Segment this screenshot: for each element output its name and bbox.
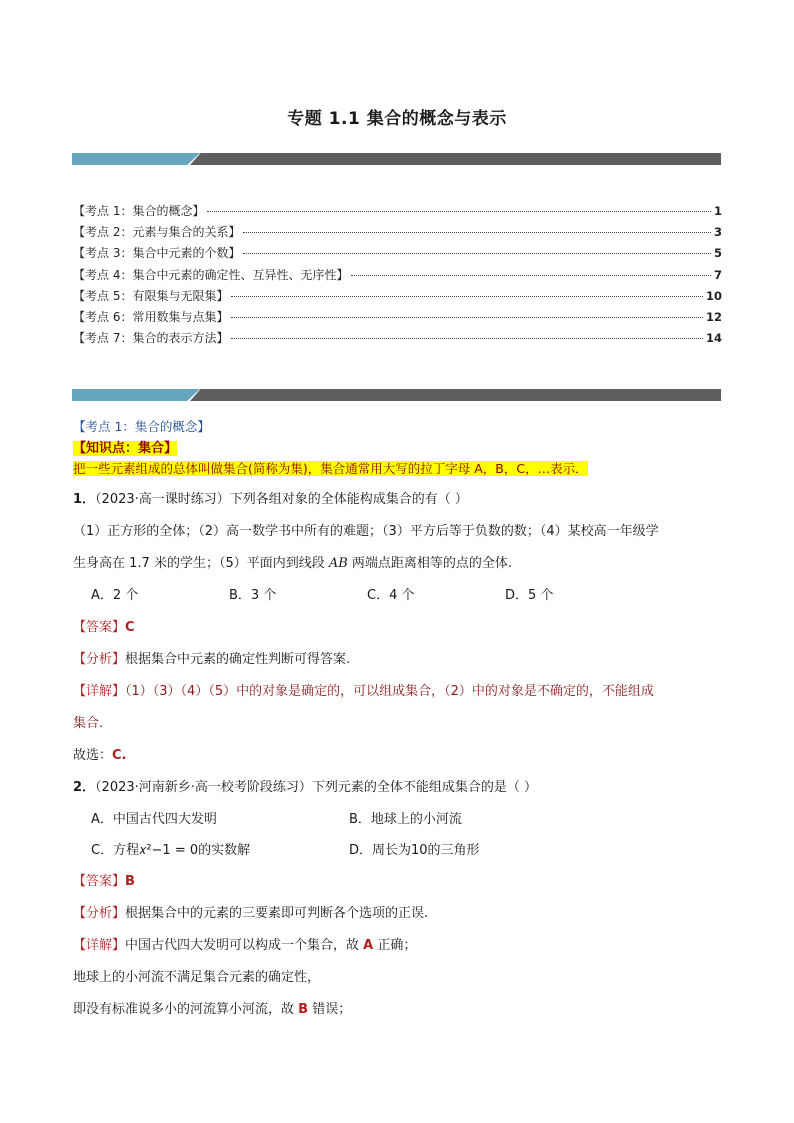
- toc-entry[interactable]: 【考点 5：有限集与无限集】 10: [73, 288, 722, 303]
- toc-entry[interactable]: 【考点 7：集合的表示方法】 14: [73, 331, 722, 346]
- header-divider-bar: [72, 153, 721, 165]
- option-b[interactable]: B．地球上的小河流: [349, 811, 462, 827]
- answer: 【答案】B: [73, 873, 135, 889]
- option-a[interactable]: A．2 个: [91, 587, 139, 603]
- page-title: 专题 1.1 集合的概念与表示: [287, 109, 507, 129]
- knowledge-label: 【知识点：集合】: [73, 440, 178, 456]
- section-divider-bar: [72, 389, 721, 401]
- toc-entry[interactable]: 【考点 1：集合的概念】 1: [73, 204, 722, 218]
- table-of-contents: [73, 202, 722, 350]
- options-list: [73, 835, 723, 866]
- detail: 【详解】（1）（3）（4）（5）中的对象是确定的，可以组成集合，（2）中的对象是不确定的，不能组成: [73, 683, 654, 699]
- option-a[interactable]: A．中国古代四大发明: [91, 811, 217, 827]
- definition-text: 把一些元素组成的总体叫做集合(简称为集)，集合通常用大写的拉丁字母 A，B，C，…表示．: [73, 461, 588, 477]
- options-list: [73, 804, 723, 835]
- toc-entry[interactable]: 【考点 4：集合中元素的确定性、互异性、无序性】 7: [73, 267, 722, 282]
- option-c[interactable]: C．4 个: [367, 587, 415, 603]
- toc-entry[interactable]: 【考点 2：元素与集合的关系】 3: [73, 225, 722, 240]
- main-content: [73, 418, 723, 1026]
- option-c[interactable]: C．方程𝑥²−1 = 0的实数解: [91, 842, 251, 858]
- options-list: [73, 580, 723, 612]
- question-1: 1．（2023·高一课时练习）下列各组对象的全体能构成集合的有（ ） （1）正方形的全体；（2）高一数学书中所有的难题；（3）平方后等于负数的数；（4）某校高一年级学 生身高在 1.7 米的学生；（5）平面内到线段 AB 两端点距离相等的点的全体. A．2 个 B．3 个 C．4 个 D．5 个 【答案】C 【分析】根据集合中元素的确定性判断可得答案. 【详解】（1）（3）（4）（5）中的对象是确定的，可以组成集合，（2）中的对象是不确定的，不能组成 集合. 故选：C.: [73, 484, 723, 772]
- option-b[interactable]: B．3 个: [229, 587, 277, 603]
- question-2: 2．（2023·河南新乡·高一校考阶段练习）下列元素的全体不能组成集合的是（ ） A．中国古代四大发明 B．地球上的小河流 C．方程𝑥²−1 = 0的实数解 D．周长为10的三角形 【答案】B 【分析】根据集合中的元素的三要素即可判断各个选项的正误. 【详解】中国古代四大发明可以构成一个集合，故 A 正确； 地球上的小河流不满足集合元素的确定性， 即没有标准说多小的河流算小河流，故 B 错误；: [73, 772, 723, 1026]
- section-heading: 【考点 1：集合的概念】: [73, 419, 210, 434]
- analysis: 【分析】根据集合中元素的确定性判断可得答案.: [73, 651, 351, 667]
- analysis: 【分析】根据集合中的元素的三要素即可判断各个选项的正误.: [73, 905, 429, 921]
- toc-entry[interactable]: 【考点 3：集合中元素的个数】 5: [73, 246, 722, 261]
- detail: 【详解】中国古代四大发明可以构成一个集合，故 A 正确；: [73, 937, 417, 953]
- toc-entry[interactable]: 【考点 6：常用数集与点集】 12: [73, 309, 722, 324]
- option-d[interactable]: D．5 个: [505, 587, 554, 603]
- answer: 【答案】C: [73, 619, 135, 635]
- option-d[interactable]: D．周长为10的三角形: [349, 842, 480, 858]
